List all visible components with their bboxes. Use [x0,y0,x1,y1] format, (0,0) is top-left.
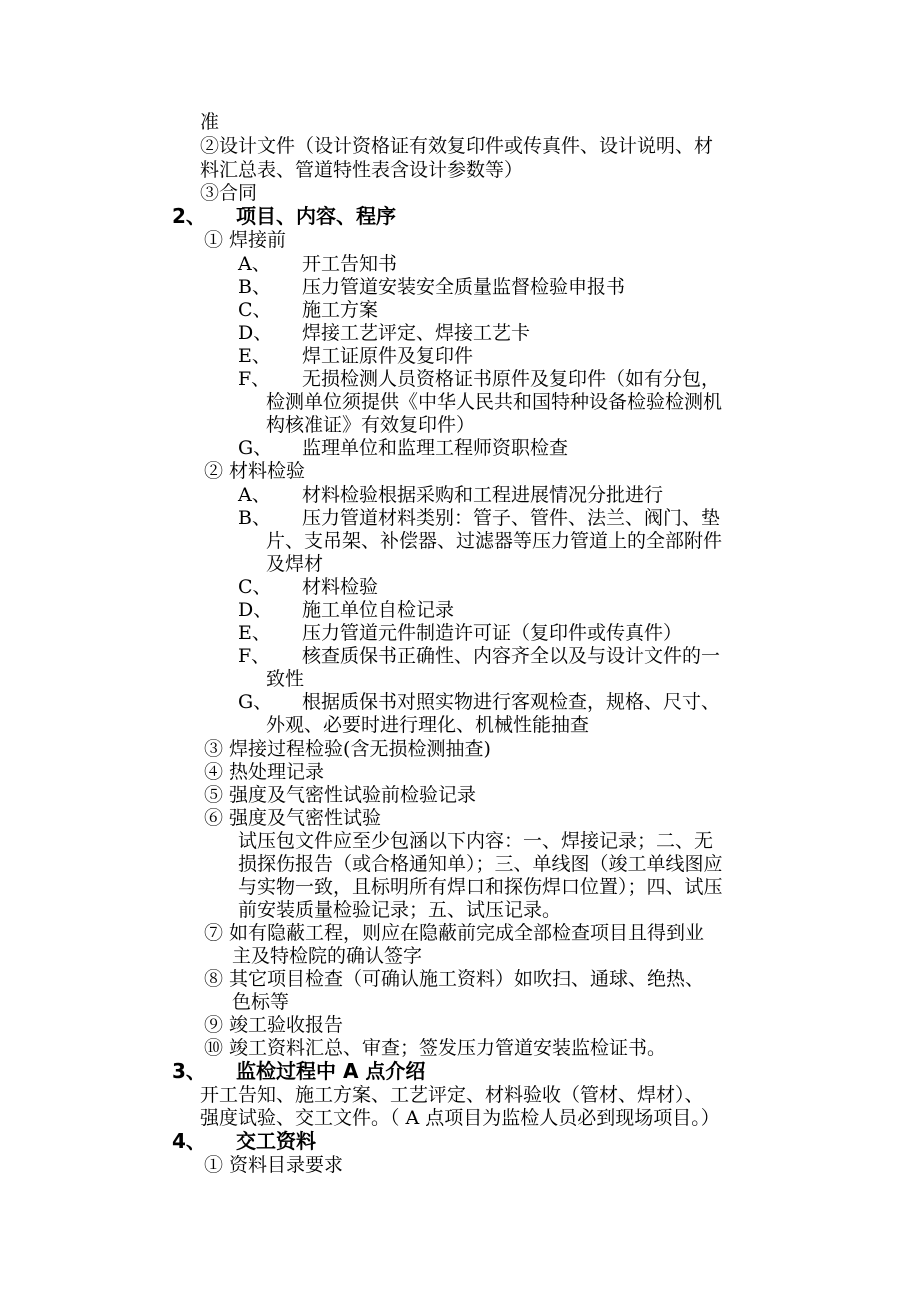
list-text: 无损检测人员资格证书原件及复印件（如有分包， [302,368,721,390]
text-line: 准 [200,111,220,133]
list-text-continued: 片、支吊架、补偿器、过滤器等压力管道上的全部附件 [266,530,723,552]
list-text: 焊接工艺评定、焊接工艺卡 [302,322,531,344]
list-marker: E、 [238,622,271,644]
list-item [238,344,473,368]
paragraph-line: 试压包文件应至少包涵以下内容：一、焊接记录；二、无 [238,830,714,852]
list-item [238,252,397,276]
list-marker: E、 [238,345,271,367]
list-item [238,367,720,391]
list-text: 开工告知书 [302,253,398,275]
list-text-continued: 及焊材 [266,553,324,575]
paragraph-line: 开工告知、施工方案、工艺评定、材料验收（管材、焊材）、 [200,1084,704,1106]
text-line: 料汇总表、管道特性表含设计参数等） [200,159,524,181]
list-marker: D、 [238,322,273,344]
text-line: ②设计文件（设计资格证有效复印件或传真件、设计说明、材 [200,135,714,157]
list-marker: C、 [238,299,272,321]
paragraph-line: 色标等 [232,991,290,1013]
list-marker: F、 [238,368,271,390]
list-marker: B、 [238,276,271,298]
section-number: 4、 [172,1129,206,1153]
list-text: 焊工证原件及复印件 [302,345,474,367]
list-text: 压力管道材料类别：管子、管件、法兰、阀门、垫 [302,507,721,529]
list-marker: G、 [238,437,273,459]
list-text: 监理单位和监理工程师资职检查 [302,437,569,459]
list-item [238,506,720,530]
list-text-continued: 外观、必要时进行理化、机械性能抽查 [266,714,590,736]
section-title: 监检过程中 A 点介绍 [236,1059,426,1083]
section-title: 交工资料 [236,1129,316,1153]
list-marker: A、 [238,484,271,506]
section-heading-2 [172,204,396,228]
section-heading-4 [172,1129,316,1153]
subsection-title: ⑩ 竣工资料汇总、审查；签发压力管道安装监检证书。 [204,1037,667,1059]
subsection-title: ⑤ 强度及气密性试验前检验记录 [204,784,477,806]
list-text: 施工方案 [302,299,379,321]
paragraph-line: 强度试验、交工文件。（ A 点项目为监检人员必到现场项目。） [200,1107,720,1129]
subsection-title: ⑧ 其它项目检查（可确认施工资料）如吹扫、通球、绝热、 [204,968,705,990]
list-marker: C、 [238,576,272,598]
list-marker: F、 [238,645,271,667]
list-item [238,598,454,622]
list-item [238,321,530,345]
list-text: 核查质保书正确性、内容齐全以及与设计文件的一 [302,645,721,667]
subsection-title: ⑥ 强度及气密性试验 [204,807,382,829]
section-number: 2、 [172,204,206,228]
list-item [238,575,378,599]
list-marker: D、 [238,599,273,621]
list-text: 施工单位自检记录 [302,599,455,621]
subsection-title: ② 材料检验 [204,460,306,482]
list-item [238,436,568,460]
list-text-continued: 检测单位须提供《中华人民共和国特种设备检验检测机 [266,391,723,413]
subsection-title: ④ 热处理记录 [204,761,325,783]
list-marker: G、 [238,691,273,713]
text-line: ③合同 [200,182,258,204]
paragraph-line: 与实物一致，且标明所有焊口和探伤焊口位置）；四、试压 [238,876,723,898]
list-marker: B、 [238,507,271,529]
section-title: 项目、内容、程序 [236,204,396,228]
list-item [238,644,720,668]
list-item [238,621,682,645]
list-item [238,690,720,714]
subsection-title: ⑦ 如有隐蔽工程，则应在隐蔽前完成全部检查项目且得到业 [204,922,705,944]
section-heading-3 [172,1059,425,1083]
paragraph-line: 损探伤报告（或合格通知单）；三、单线图（竣工单线图应 [238,853,723,875]
list-text-continued: 构核准证》有效复印件） [266,414,476,436]
list-text: 压力管道安装安全质量监督检验申报书 [302,276,626,298]
list-text: 压力管道元件制造许可证（复印件或传真件） [302,622,683,644]
subsection-title: ⑨ 竣工验收报告 [204,1014,344,1036]
list-text-continued: 致性 [266,668,305,690]
list-item [238,298,378,322]
section-number: 3、 [172,1059,206,1083]
paragraph-line: 主及特检院的确认签字 [232,945,423,967]
paragraph-line: 前安装质量检验记录；五、试压记录。 [238,899,562,921]
list-item [238,275,625,299]
subsection-title: ③ 焊接过程检验(含无损检测抽查) [204,738,491,760]
list-marker: A、 [238,253,271,275]
list-text: 根据质保书对照实物进行客观检查，规格、尺寸、 [302,691,721,713]
list-item [238,483,663,507]
list-text: 材料检验根据采购和工程进展情况分批进行 [302,484,664,506]
list-text: 材料检验 [302,576,379,598]
subsection-title: ① 资料目录要求 [204,1154,344,1176]
subsection-title: ① 焊接前 [204,229,287,251]
